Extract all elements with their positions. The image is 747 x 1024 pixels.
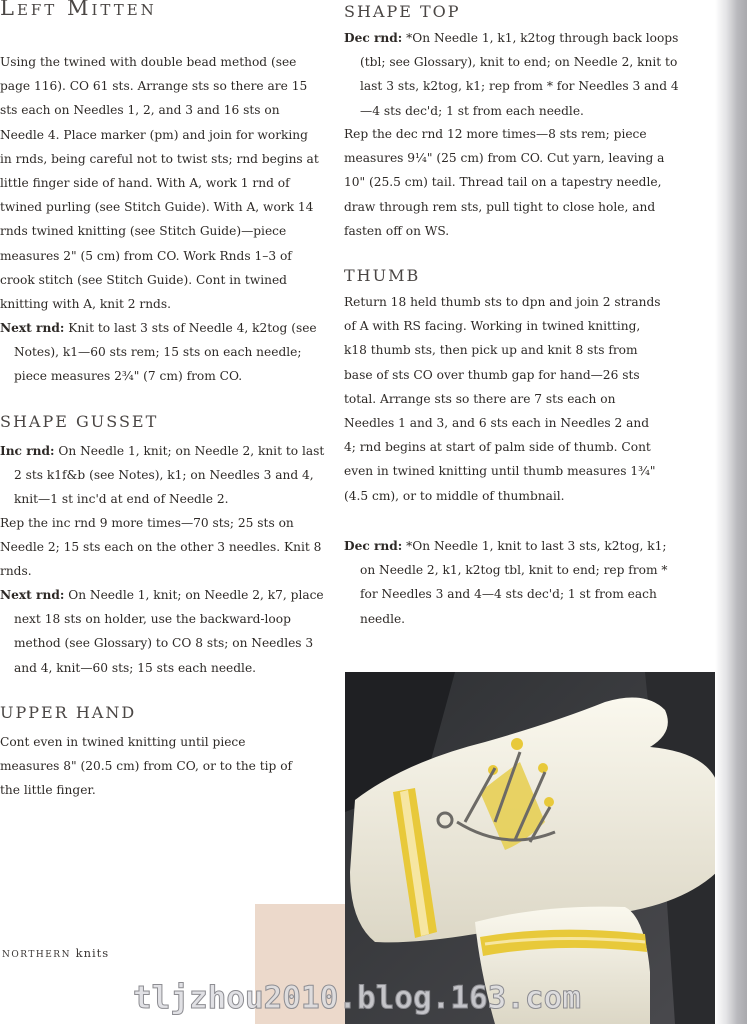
inc-rnd-text: On Needle 1, knit; on Needle 2, knit to last 2 sts k1f&b (see Notes), k1; on Needles 3 and 4, knit—1 st inc'd at end of Needle 2. xyxy=(14,444,325,507)
mitten-photo xyxy=(345,672,717,1024)
dec-rnd2-lead: Dec rnd: xyxy=(344,539,403,553)
section-heading-upper-hand: UPPER HAND xyxy=(0,703,137,722)
watermark-text: tljzhou2010.blog.163.com xyxy=(133,980,581,1016)
next-rnd2-paragraph xyxy=(0,583,332,680)
next-rnd-text: Knit to last 3 sts of Needle 4, k2tog (see Notes), k1—60 sts rem; 15 sts on each needle; piece measures 2¾" (7 cm) from CO. xyxy=(14,321,317,384)
inc-rnd-lead: Inc rnd: xyxy=(0,444,55,458)
page-footer xyxy=(2,946,109,960)
next-rnd2-text: On Needle 1, knit; on Needle 2, k7, place next 18 sts on holder, use the backward-loop method (see Glossary) to CO 8 sts; on Needles 3 and 4, knit—60 sts; 15 sts each needle. xyxy=(14,588,324,675)
next-rnd-lead: Next rnd: xyxy=(0,321,65,335)
inc-rnd-paragraph xyxy=(0,439,330,512)
upper-hand-paragraph: Cont even in twined knitting until piece measures 8" (20.5 cm) from CO, or to the tip of the little finger. xyxy=(0,735,293,798)
intro-paragraph: Using the twined with double bead method (see page 116). CO 61 sts. Arrange sts so there are 15 sts each on Needles 1, 2, and 3 and 16 sts on Needle 4. Place marker (pm) and join for working in rnds, being careful not to twist sts; rnd begins at little finger side of hand. With A, work 1 rnd of twined purling (see Stitch Guide). With A, work 14 rnds twined knitting (see Stitch Guide)—piece measures 2" (5 cm) from CO. Work Rnds 1–3 of crook stitch (see Stitch Guide). Cont in twined knitting with A, knit 2 rnds. xyxy=(0,55,319,312)
section-heading-shape-gusset: SHAPE GUSSET xyxy=(0,412,159,431)
section-heading-shape-top: SHAPE TOP xyxy=(344,2,461,21)
dec-rnd-paragraph xyxy=(344,26,682,123)
page-gutter-shadow xyxy=(715,0,747,1024)
footer-book-title: NORTHERN xyxy=(2,950,71,960)
thumb-paragraph: Return 18 held thumb sts to dpn and join 2 strands of A with RS facing. Working in twined knitting, k18 thumb sts, then pick up and knit 8 sts from base of sts CO over thumb gap for hand—26 sts total. Arrange sts so there are 7 sts each on Needles 1 and 3, and 6 sts each in Needles 2 and 4; rnd begins at start of palm side of thumb. Cont even in twined knitting until thumb measures 1¾" (4.5 cm), or to middle of thumbnail. xyxy=(344,295,661,503)
dec-rnd2-text: *On Needle 1, knit to last 3 sts, k2tog, k1; on Needle 2, k1, k2tog tbl, knit to end; rep from * for Needles 3 and 4—4 sts dec'd; 1 st from each needle. xyxy=(360,539,668,626)
next-rnd2-lead: Next rnd: xyxy=(0,588,65,602)
page-title: Left Mitten xyxy=(0,0,157,20)
section-heading-thumb: THUMB xyxy=(344,266,421,285)
rep-dec-paragraph: Rep the dec rnd 12 more times—8 sts rem; piece measures 9¼" (25 cm) from CO. Cut yarn, leaving a 10" (25.5 cm) tail. Thread tail on a tapestry needle, draw through rem sts, pull tight to close hole, and fasten off on WS. xyxy=(344,127,665,238)
dec-rnd-text: *On Needle 1, k1, k2tog through back loops (tbl; see Glossary), knit to end; on Needle 2, knit to last 3 sts, k2tog, k1; rep from * for Needles 3 and 4—4 sts dec'd; 1 st from each needle. xyxy=(360,31,679,118)
rep-inc-paragraph: Rep the inc rnd 9 more times—70 sts; 25 sts on Needle 2; 15 sts each on the other 3 needles. Knit 8 rnds. xyxy=(0,516,322,579)
dec-rnd-lead: Dec rnd: xyxy=(344,31,403,45)
dec-rnd2-paragraph xyxy=(344,534,678,631)
footer-book-title-2: knits xyxy=(75,946,110,960)
mitten-illustration xyxy=(345,672,717,1024)
next-rnd-paragraph xyxy=(0,316,330,389)
